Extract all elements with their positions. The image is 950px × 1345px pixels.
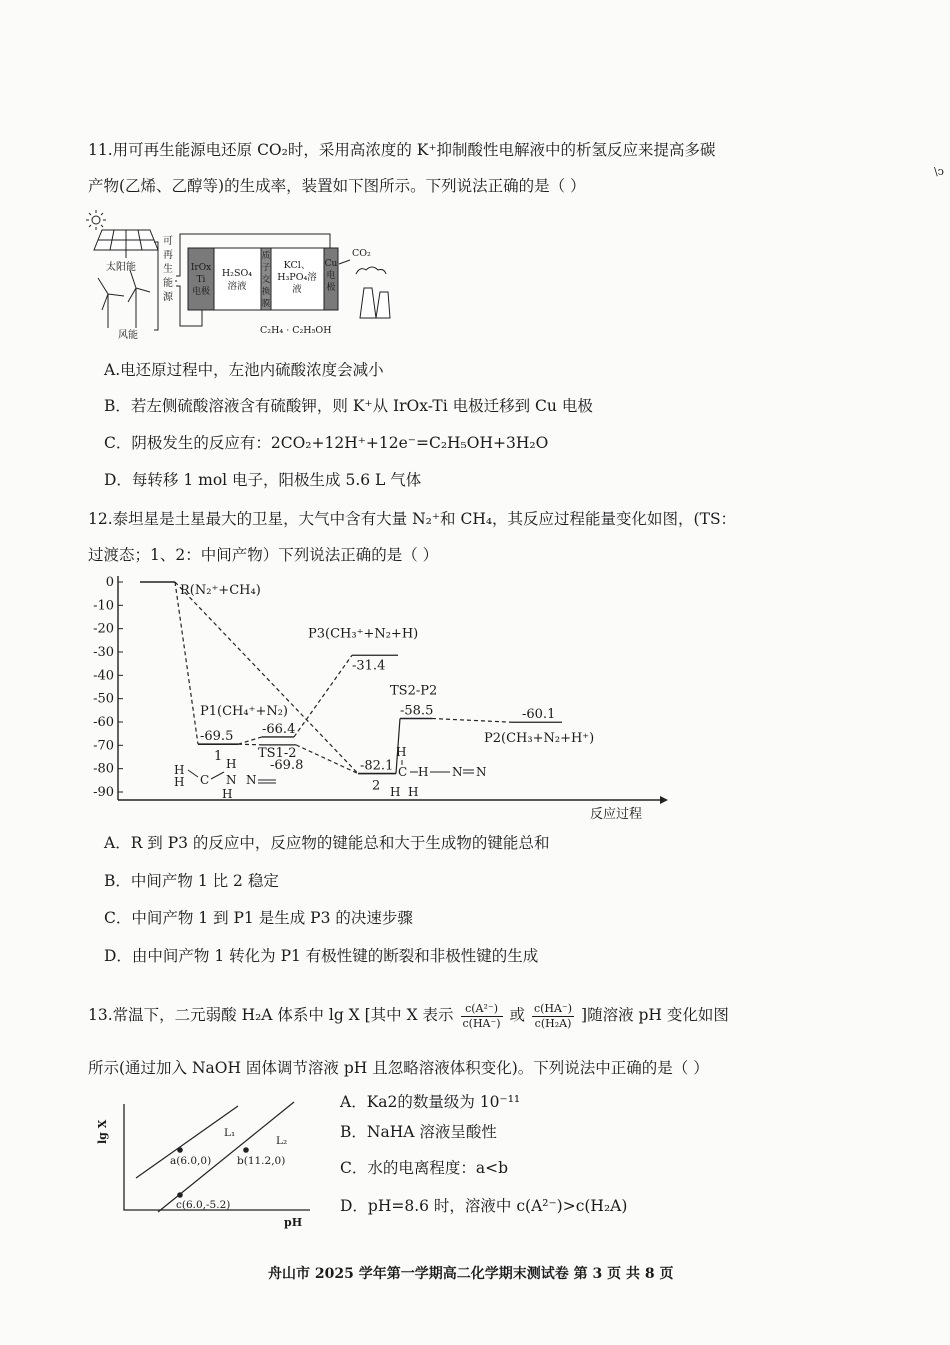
label-P3: P3(CH₃⁺+N₂+H) — [308, 626, 419, 642]
struct1-atom: N — [246, 773, 257, 787]
path-P1-P3 — [294, 655, 352, 737]
struct2-atom: H — [396, 745, 407, 759]
struct2-atom: H — [390, 785, 401, 799]
membrane-label: 子 — [261, 263, 271, 273]
renewable-char: 源 — [163, 292, 173, 303]
path-TS2-P2-P2 — [432, 719, 512, 723]
path-1-P1 — [238, 737, 262, 744]
wind-label: 风能 — [118, 330, 138, 340]
q13-lgx-ph-graph — [88, 1092, 316, 1232]
fraction-1-numerator: c(A²⁻) — [461, 1002, 503, 1017]
q13-option-c[interactable]: C．水的电离程度：a<b — [340, 1159, 509, 1177]
page-footer: 舟山市 2025 学年第一学期高二化学期末测试卷 第 3 页 共 8 页 — [268, 1266, 674, 1282]
path-R-1 — [175, 582, 198, 744]
struct1-atom: H — [226, 757, 237, 771]
label-TS2-P2: TS2-P2 — [390, 683, 438, 699]
y-tick-label: -60 — [93, 715, 114, 730]
renewable-char: 生 — [163, 264, 173, 275]
y-tick-label: -50 — [93, 691, 114, 707]
y-tick-label: -70 — [93, 738, 114, 754]
q12-stem-line2: 过渡态；1、2：中间产物）下列说法正确的是（ ） — [88, 546, 439, 564]
label-1: 1 — [214, 749, 223, 765]
wind-turbine-icon — [98, 270, 150, 328]
fraction-2-numerator: c(HA⁻) — [533, 1001, 573, 1015]
label-point-b: b(11.2,0) — [237, 1155, 286, 1167]
renewable-char: 再 — [163, 250, 173, 261]
graph-ylabel: lg X — [96, 1119, 109, 1144]
q13-stem-line2: 所示(通过加入 NaOH 固体调节溶液 pH 且忽略溶液体积变化)。下列说法中正确的是（ ） — [88, 1059, 709, 1077]
q11-option-d[interactable]: D．每转移 1 mol 电子，阳极生成 5.6 L 气体 — [104, 471, 422, 489]
struct1-atom: H — [174, 763, 185, 777]
right-solution-label: 液 — [292, 284, 302, 295]
label-TS1-2: TS1-2 — [258, 745, 297, 761]
q13-stem-part1: 13.常温下，二元弱酸 H₂A 体系中 lg X [其中 X 表示 — [88, 1006, 454, 1024]
struct1-bond — [188, 770, 198, 777]
graph-xlabel: pH — [284, 1216, 303, 1229]
q11-stem-line1: 11.用可再生能源电还原 CO₂时，采用高浓度的 K⁺抑制酸性电解液中的析氢反应来提高多碳 — [88, 141, 716, 159]
factory-icon — [356, 267, 390, 318]
left-solution-label: 溶液 — [227, 281, 247, 292]
value-TS2-P2: -58.5 — [400, 703, 434, 719]
q13-option-b[interactable]: B．NaHA 溶液呈酸性 — [340, 1123, 497, 1141]
label-P1: P1(CH₄⁺+N₂) — [200, 703, 288, 719]
struct1-atom: H — [174, 775, 185, 789]
struct1-atom: N — [226, 773, 237, 787]
struct2-atom: C — [398, 765, 408, 779]
y-tick-label: -30 — [93, 645, 114, 660]
anode-label: IrOx — [190, 263, 212, 273]
q11-option-c[interactable]: C．阴极发生的反应有：2CO₂+12H⁺+12e⁻=C₂H₅OH+3H₂O — [104, 434, 549, 452]
margin-mark: \ↄ — [934, 165, 944, 178]
right-solution-label: H₃PO₄溶 — [277, 272, 317, 283]
label-P2: P2(CH₃+N₂+H⁺) — [484, 731, 595, 747]
y-tick-label: -80 — [93, 761, 114, 777]
solar-panel-icon — [94, 230, 158, 258]
q12-option-b[interactable]: B．中间产物 1 比 2 稳定 — [104, 872, 279, 890]
value-P1: -66.4 — [262, 721, 296, 737]
x-axis-arrow — [660, 796, 668, 804]
q11-stem-line2: 产物(乙烯、乙醇等)的生成率，装置如下图所示。下列说法正确的是（ ） — [88, 177, 586, 195]
x-axis-label: 反应过程 — [590, 807, 643, 822]
y-tick-label: -20 — [93, 621, 114, 637]
y-tick-label: -40 — [93, 668, 114, 684]
anode-label: 电极 — [191, 287, 211, 297]
y-tick-label: -90 — [93, 785, 114, 800]
co2-label: CO₂ — [352, 248, 371, 259]
value-P2: -60.1 — [522, 707, 556, 723]
q11-option-a[interactable]: A.电还原过程中，左池内硫酸浓度会减小 — [104, 361, 384, 379]
membrane-label: 膜 — [261, 299, 271, 309]
anode-label: Ti — [196, 275, 206, 285]
struct1-bond — [211, 772, 224, 779]
renewable-char: 能 — [163, 278, 173, 289]
label-point-c: c(6.0,-5.2) — [176, 1199, 231, 1211]
solar-label: 太阳能 — [106, 262, 136, 273]
value-2: -82.1 — [360, 758, 394, 774]
membrane-label: 质 — [261, 251, 271, 261]
q13-stem-part2: ]随溶液 pH 变化如图 — [581, 1006, 729, 1024]
y-tick-label: 0 — [105, 575, 114, 590]
fraction-2-denominator: c(H₂A) — [534, 1016, 572, 1030]
renewable-char: 可 — [163, 236, 173, 247]
left-solution-label: H₂SO₄ — [221, 268, 253, 279]
sun-icon — [86, 210, 106, 230]
fraction-ha-over-h2a — [532, 1002, 574, 1031]
value-1: -69.5 — [200, 729, 234, 745]
fraction-a2-over-ha — [461, 1002, 503, 1031]
q11-option-b[interactable]: B．若左侧硫酸溶液含有硫酸钾，则 K⁺从 IrOx-Ti 电极迁移到 Cu 电极 — [104, 397, 593, 415]
q12-option-a[interactable]: A．R 到 P3 的反应中，反应物的键能总和大于生成物的键能总和 — [104, 834, 550, 852]
point-b — [243, 1147, 249, 1153]
label-2: 2 — [372, 778, 381, 794]
label-point-a: a(6.0,0) — [170, 1155, 212, 1167]
path-TS1-2-2 — [296, 745, 358, 774]
struct1-atom: H — [222, 787, 233, 801]
q12-energy-profile-chart — [80, 572, 670, 824]
value-TS1-2: -69.8 — [270, 757, 304, 773]
q13-option-d[interactable]: D．pH=8.6 时，溶液中 c(A²⁻)>c(H₂A) — [340, 1197, 628, 1215]
membrane-label: 换 — [261, 287, 271, 297]
q12-stem-line1: 12.泰坦星是土星最大的卫星，大气中含有大量 N₂⁺和 CH₄，其反应过程能量变化如图，(TS： — [88, 510, 737, 528]
label-l2: L₂ — [276, 1135, 288, 1147]
cathode-label: 极 — [326, 283, 336, 293]
label-R: R(N₂⁺+CH₄) — [180, 583, 261, 598]
struct2-atom: H — [408, 785, 419, 799]
label-l1: L₁ — [224, 1127, 236, 1139]
products-label: C₂H₄ · C₂H₅OH — [260, 325, 332, 336]
right-solution-label: KCl、 — [283, 260, 311, 271]
struct2-atom: H — [418, 765, 429, 779]
q13-option-a[interactable]: A．Ka2的数量级为 10⁻¹¹ — [340, 1093, 521, 1111]
q12-option-c[interactable]: C．中间产物 1 到 P1 是生成 P3 的决速步骤 — [104, 909, 413, 927]
point-c — [177, 1192, 183, 1198]
or-word: 或 — [509, 1006, 526, 1024]
q12-option-d[interactable]: D．由中间产物 1 转化为 P1 有极性键的断裂和非极性键的生成 — [104, 947, 539, 965]
struct2-atom: N — [452, 765, 463, 779]
path-1-TS1-2 — [238, 744, 262, 745]
q13-stem-line1 — [88, 1000, 729, 1031]
struct2-atom: N — [476, 765, 487, 779]
membrane-label: 交 — [261, 275, 271, 285]
cathode-label: Cu — [324, 259, 338, 269]
line-l1 — [136, 1106, 238, 1178]
q11-electrolysis-diagram — [84, 208, 394, 340]
point-a — [177, 1147, 183, 1153]
y-tick-label: -10 — [93, 598, 114, 614]
cathode-label: 电 — [326, 271, 336, 281]
struct1-atom: C — [200, 773, 210, 787]
value-P3: -31.4 — [352, 658, 386, 674]
fraction-1-denominator: c(HA⁻) — [462, 1016, 501, 1030]
